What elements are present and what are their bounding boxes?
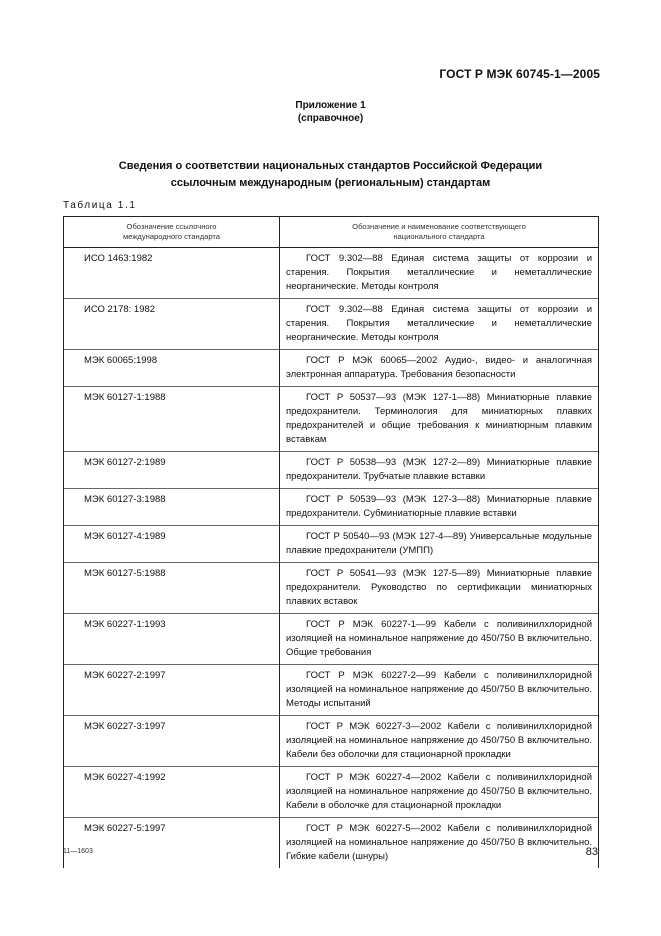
annex-title: Приложение 1: [295, 100, 366, 111]
table-row: [64, 716, 599, 767]
national-standard-cell: ГОСТ 9.302—88 Единая система защиты от коррозии и старения. Покрытия металлические и неметаллические неорганические. Методы контроля: [280, 299, 599, 350]
national-standard-cell: ГОСТ Р МЭК 60227-4—2002 Кабели с поливинилхлоридной изоляцией на номинальное напряжение до 450/750 В включительно. Кабели в оболочке для стационарной прокладки: [280, 767, 599, 818]
table-row: [64, 614, 599, 665]
col-header-intl: Обозначение ссылочного международного стандарта: [64, 217, 280, 248]
table-row: [64, 299, 599, 350]
section-title-line2: ссылочным международным (региональным) стандартам: [170, 177, 491, 189]
table-row: [64, 248, 599, 299]
section-title: [0, 158, 661, 192]
intl-standard-cell: МЭК 60227-5:1997: [64, 818, 280, 869]
print-mark: 11—1603: [63, 848, 93, 855]
section-title-line1: Сведения о соответствии национальных стандартов Российской Федерации: [118, 160, 543, 172]
page-number: 83: [585, 846, 598, 858]
table-row: [64, 387, 599, 452]
national-standard-cell: ГОСТ Р 50537—93 (МЭК 127-1—88) Миниатюрные плавкие предохранители. Терминология для миниатюрных плавких предохранителей и общие требования к миниатюрным плавким вставкам: [280, 387, 599, 452]
table-row: [64, 665, 599, 716]
national-standard-cell: ГОСТ Р МЭК 60227-5—2002 Кабели с поливинилхлоридной изоляцией на номинальное напряжение до 450/750 В включительно. Гибкие кабели (шнуры): [280, 818, 599, 869]
table-row: [64, 563, 599, 614]
national-standard-cell: ГОСТ Р 50541—93 (МЭК 127-5—89) Миниатюрные плавкие предохранители. Руководство по сертификации миниатюрных плавких вставок: [280, 563, 599, 614]
national-standard-cell: ГОСТ Р МЭК 60065—2002 Аудио-, видео- и аналогичная электронная аппаратура. Требования безопасности: [280, 350, 599, 387]
annex-heading: [0, 99, 661, 125]
table-row: [64, 818, 599, 869]
table-row: [64, 526, 599, 563]
document-code: ГОСТ Р МЭК 60745-1—2005: [439, 67, 600, 81]
annex-subtitle: (справочное): [297, 113, 364, 124]
intl-standard-cell: МЭК 60127-3:1988: [64, 489, 280, 526]
table-row: [64, 767, 599, 818]
national-standard-cell: ГОСТ Р 50539—93 (МЭК 127-3—88) Миниатюрные плавкие предохранители. Субминиатюрные плавкие вставки: [280, 489, 599, 526]
intl-standard-cell: МЭК 60227-4:1992: [64, 767, 280, 818]
intl-standard-cell: МЭК 60127-4:1989: [64, 526, 280, 563]
intl-standard-cell: МЭК 60227-3:1997: [64, 716, 280, 767]
standards-table: [63, 216, 599, 868]
national-standard-cell: ГОСТ Р 50540—93 (МЭК 127-4—89) Универсальные модульные плавкие предохранители (УМПП): [280, 526, 599, 563]
intl-standard-cell: МЭК 60227-1:1993: [64, 614, 280, 665]
intl-standard-cell: МЭК 60127-5:1988: [64, 563, 280, 614]
intl-standard-cell: МЭК 60227-2:1997: [64, 665, 280, 716]
table-caption: Таблица 1.1: [63, 200, 137, 211]
national-standard-cell: ГОСТ Р МЭК 60227-1—99 Кабели с поливинилхлоридной изоляцией на номинальное напряжение до 450/750 В включительно. Общие требования: [280, 614, 599, 665]
table-header-row: [64, 217, 599, 248]
national-standard-cell: ГОСТ Р 50538—93 (МЭК 127-2—89) Миниатюрные плавкие предохранители. Трубчатые плавкие вставки: [280, 452, 599, 489]
intl-standard-cell: МЭК 60065:1998: [64, 350, 280, 387]
table-row: [64, 489, 599, 526]
intl-standard-cell: ИСО 1463:1982: [64, 248, 280, 299]
table-row: [64, 452, 599, 489]
table-row: [64, 350, 599, 387]
col-header-national: Обозначение и наименование соответствующего национального стандарта: [280, 217, 599, 248]
national-standard-cell: ГОСТ Р МЭК 60227-3—2002 Кабели с поливинилхлоридной изоляцией на номинальное напряжение до 450/750 В включительно. Кабели без оболочки для стационарной прокладки: [280, 716, 599, 767]
intl-standard-cell: ИСО 2178: 1982: [64, 299, 280, 350]
national-standard-cell: ГОСТ Р МЭК 60227-2—99 Кабели с поливинилхлоридной изоляцией на номинальное напряжение до 450/750 В включительно. Методы испытаний: [280, 665, 599, 716]
intl-standard-cell: МЭК 60127-2:1989: [64, 452, 280, 489]
intl-standard-cell: МЭК 60127-1:1988: [64, 387, 280, 452]
national-standard-cell: ГОСТ 9.302—88 Единая система защиты от коррозии и старения. Покрытия металлические и неметаллические неорганические. Методы контроля: [280, 248, 599, 299]
